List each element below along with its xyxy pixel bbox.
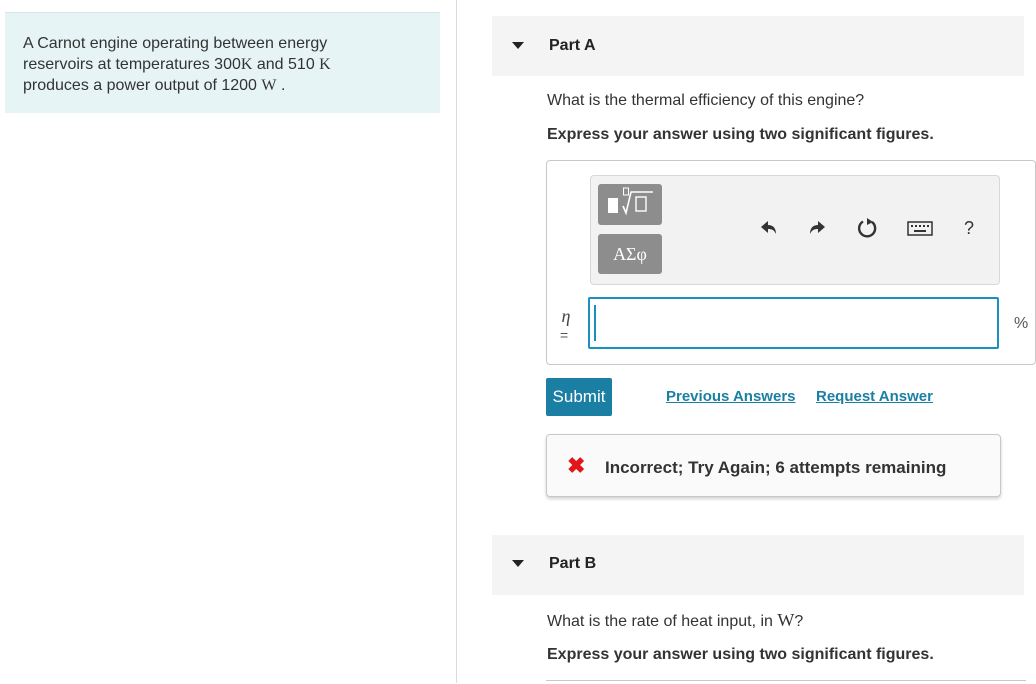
part-a-instruction: Express your answer using two significant figures.	[547, 126, 934, 143]
templates-button[interactable]	[598, 184, 662, 225]
part-a-question: What is the thermal efficiency of this engine?	[547, 92, 865, 109]
math-toolbar	[590, 175, 1000, 285]
problem-text: A Carnot engine operating between energy	[23, 35, 328, 52]
part-b-header[interactable]	[492, 535, 1024, 595]
unit-watt: W	[261, 77, 277, 94]
unit-kelvin: K	[319, 56, 331, 73]
problem-statement	[5, 13, 440, 113]
column-divider	[456, 0, 457, 683]
part-b-question	[547, 610, 803, 631]
part-b-instruction: Express your answer using two significant figures.	[547, 646, 934, 663]
part-a-header[interactable]	[492, 16, 1024, 76]
problem-line-1	[23, 33, 422, 54]
reset-icon[interactable]	[856, 217, 878, 243]
part-b-title: Part B	[549, 555, 597, 572]
question-text: What is the rate of heat input, in	[547, 613, 778, 630]
previous-answers-link[interactable]: Previous Answers	[666, 388, 796, 405]
unit-kelvin: K	[240, 56, 253, 73]
request-answer-link[interactable]: Request Answer	[816, 388, 933, 405]
problem-text: and 510	[252, 56, 320, 73]
x-icon: ✖	[567, 453, 586, 478]
unit-watt: W	[777, 610, 795, 630]
undo-icon[interactable]	[757, 217, 779, 243]
problem-line-2	[23, 54, 422, 75]
unit-label: %	[1014, 315, 1029, 332]
question-text: ?	[794, 613, 804, 630]
caret-down-icon[interactable]	[512, 42, 524, 49]
redo-icon[interactable]	[807, 217, 829, 243]
variable-label: η	[561, 306, 571, 326]
problem-text: reservoirs at temperatures 300	[23, 56, 241, 73]
part-b-answer-box-edge	[546, 680, 1026, 684]
caret-down-icon[interactable]	[512, 560, 524, 567]
problem-text: produces a power output of 1200	[23, 77, 262, 94]
problem-text: .	[276, 77, 286, 94]
equals-sign: =	[560, 327, 569, 343]
problem-line-3	[23, 75, 422, 96]
text-cursor	[594, 305, 596, 341]
submit-button[interactable]: Submit	[546, 378, 612, 416]
symbols-button[interactable]: ΑΣφ	[598, 234, 662, 274]
templates-icon	[598, 184, 662, 225]
keyboard-icon[interactable]	[907, 217, 933, 243]
answer-input[interactable]	[588, 297, 999, 349]
part-a-title: Part A	[549, 37, 596, 54]
help-button[interactable]: ?	[964, 218, 975, 238]
feedback-message: Incorrect; Try Again; 6 attempts remaining	[605, 458, 947, 477]
